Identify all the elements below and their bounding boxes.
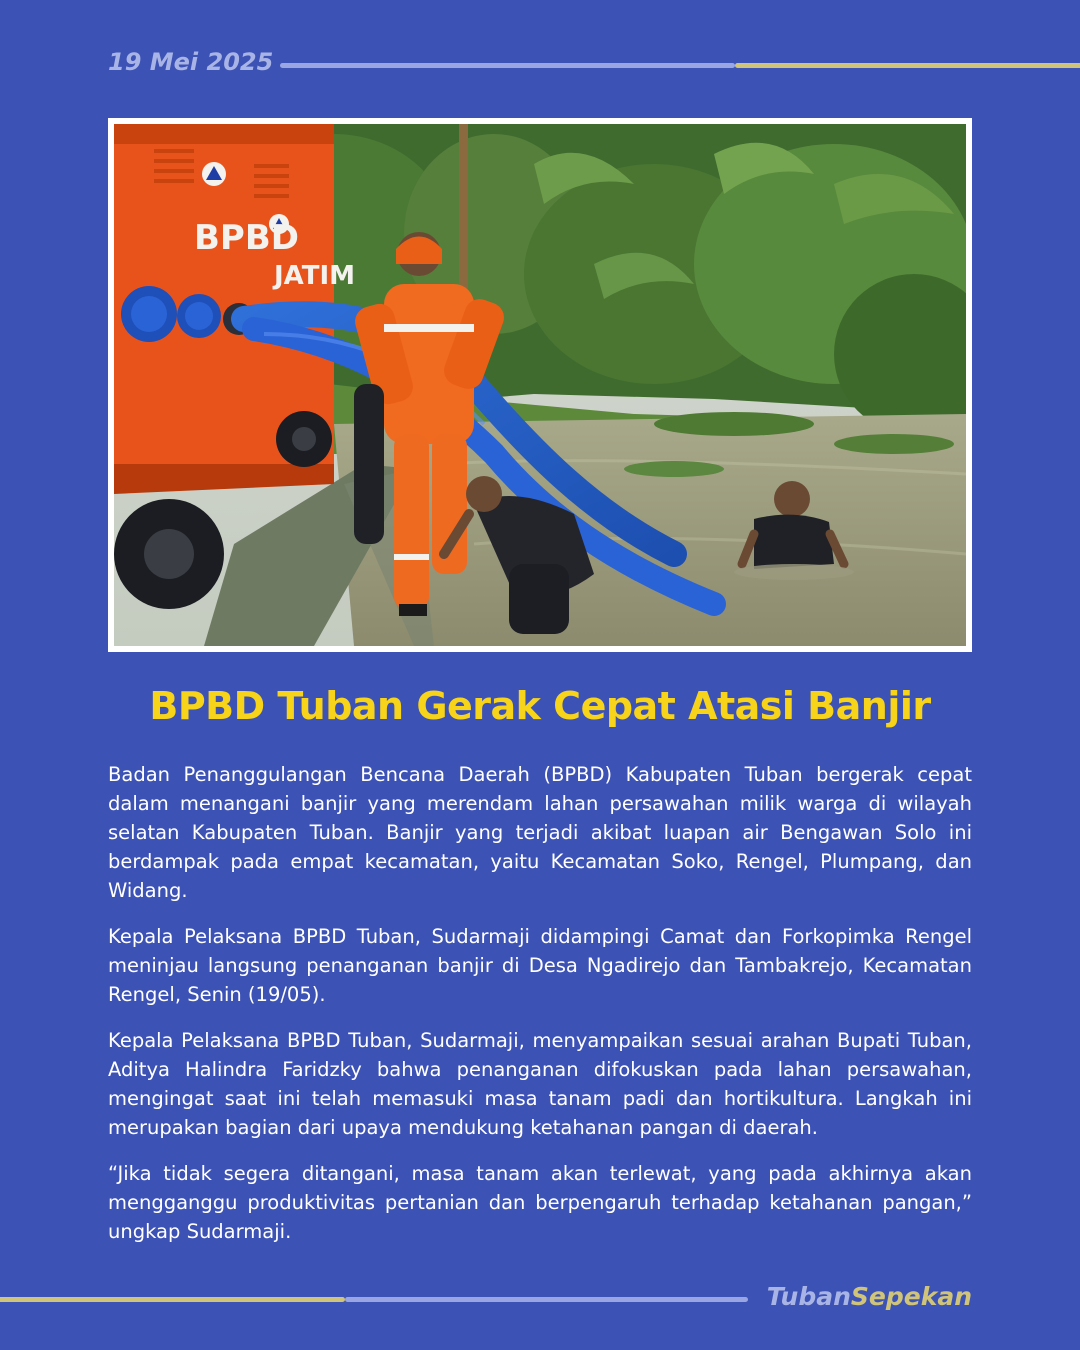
article-title: BPBD Tuban Gerak Cepat Atasi Banjir xyxy=(149,684,931,728)
article-body xyxy=(108,760,972,1263)
brand-name-part1: Tuban xyxy=(766,1282,851,1311)
bottom-divider-right xyxy=(345,1297,748,1302)
bottom-divider-left xyxy=(0,1297,345,1302)
top-divider-left xyxy=(280,63,735,68)
truck-label-jatim: JATIM xyxy=(274,261,356,291)
article-paragraph: Badan Penanggulangan Bencana Daerah (BPBD) Kabupaten Tuban bergerak cepat dalam menangani banjir yang merendam lahan persawahan milik warga di wilayah selatan Kabupaten Tuban. Banjir yang terjadi akibat luapan air Bengawan Solo ini berdampak pada empat kecamatan, yaitu Kecamatan Soko, Rengel, Plumpang, dan Widang. xyxy=(108,763,972,902)
truck-label-bpbd: BPBD xyxy=(194,218,299,258)
photo-frame xyxy=(108,118,972,652)
top-divider-right xyxy=(735,63,1080,68)
date-label: 19 Mei 2025 xyxy=(108,48,274,76)
brand-name-part2: Sepekan xyxy=(850,1282,972,1311)
flood-pump-photo xyxy=(114,124,966,646)
brand-logo xyxy=(767,1282,972,1311)
article-paragraph: Kepala Pelaksana BPBD Tuban, Sudarmaji, menyampaikan sesuai arahan Bupati Tuban, Aditya Halindra Faridzky bahwa penanganan difokuskan pada lahan persawahan, mengingat saat ini telah memasuki masa tanam padi dan hortikultura. Langkah ini merupakan bagian dari upaya mendukung ketahanan pangan di daerah. xyxy=(108,1029,972,1139)
article-paragraph: “Jika tidak segera ditangani, masa tanam akan terlewat, yang pada akhirnya akan mengganggu produktivitas pertanian dan berpengaruh terhadap ketahanan pangan,” ungkap Sudarmaji. xyxy=(108,1162,972,1243)
article-paragraph: Kepala Pelaksana BPBD Tuban, Sudarmaji didampingi Camat dan Forkopimka Rengel meninjau langsung penanganan banjir di Desa Ngadirejo dan Tambakrejo, Kecamatan Rengel, Senin (19/05). xyxy=(108,925,972,1006)
